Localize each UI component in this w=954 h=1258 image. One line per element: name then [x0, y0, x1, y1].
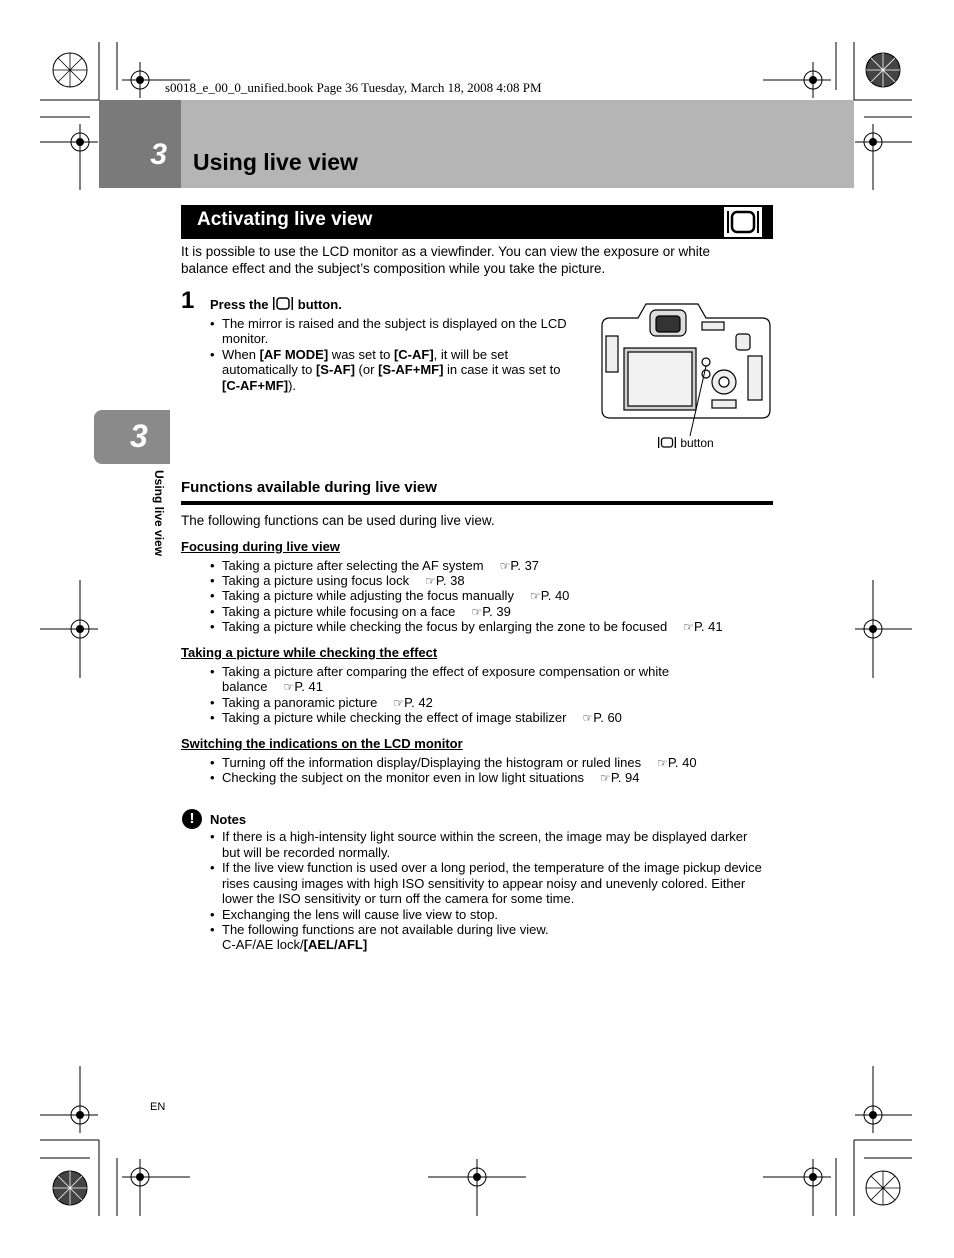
chapter-number: 3	[150, 138, 167, 171]
notes-title: Notes	[210, 812, 247, 827]
pointing-hand-icon: ☞	[657, 756, 668, 770]
live-view-button-icon	[272, 297, 294, 310]
intro-line-1: It is possible to use the LCD monitor as a viewfinder. You can view the exposure or white	[181, 244, 711, 259]
pointing-hand-icon: ☞	[529, 589, 541, 603]
step-title: Press the button.	[210, 297, 342, 312]
side-tab-label: Using live view	[152, 470, 166, 557]
pointing-hand-icon: ☞	[393, 696, 405, 710]
pointing-hand-icon: ☞	[499, 559, 511, 573]
pointing-hand-icon: ☞	[600, 771, 611, 785]
section-title: Activating live view	[197, 209, 373, 230]
functions-heading: Functions available during live view	[181, 479, 437, 496]
group-title-focusing: Focusing during live view	[181, 539, 340, 554]
camera-back-illustration	[598, 296, 774, 436]
chapter-title: Using live view	[193, 149, 358, 175]
pointing-hand-icon: ☞	[283, 680, 295, 694]
pointing-hand-icon: ☞	[582, 711, 594, 725]
step-number: 1	[181, 287, 195, 314]
pointing-hand-icon: ☞	[471, 605, 483, 619]
language-label: EN	[150, 1101, 166, 1113]
figure-caption: button	[657, 436, 714, 450]
print-file-info: s0018_e_00_0_unified.book Page 36 Tuesday, March 18, 2008 4:08 PM	[165, 80, 542, 95]
exclamation-circle-icon: !	[182, 809, 202, 829]
intro-line-2: balance effect and the subject’s composition while you take the picture.	[181, 261, 606, 276]
live-view-button-icon	[657, 437, 677, 448]
heading-rule	[181, 501, 773, 505]
side-tab-number: 3	[130, 418, 148, 454]
group-title-effect: Taking a picture while checking the effect	[181, 645, 438, 660]
group-title-indications: Switching the indications on the LCD monitor	[181, 736, 463, 751]
pointing-hand-icon: ☞	[683, 620, 694, 634]
pointing-hand-icon: ☞	[425, 574, 436, 588]
functions-intro: The following functions can be used during live view.	[181, 513, 495, 528]
live-view-button-icon	[724, 207, 762, 237]
